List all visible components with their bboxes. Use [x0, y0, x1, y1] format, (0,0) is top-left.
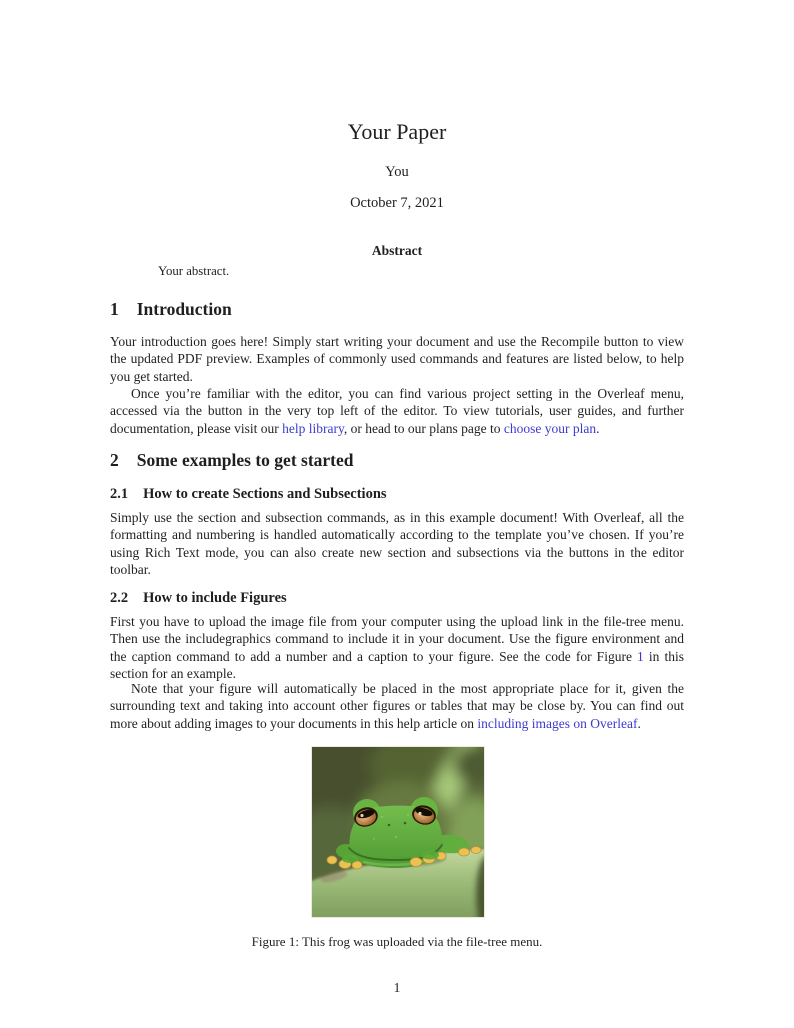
intro-paragraph-2	[110, 385, 684, 437]
section-number: 1	[110, 299, 119, 319]
page-title: Your Paper	[347, 119, 447, 144]
figure-caption: Figure 1: This frog was uploaded via the file-tree menu.	[251, 934, 543, 949]
subsection-2-1-heading	[110, 487, 684, 503]
figure-frog	[312, 747, 484, 917]
section-title: Some examples to get started	[136, 450, 354, 470]
subsection-title: How to create Sections and Subsections	[143, 486, 387, 502]
subsection-number: 2.1	[110, 486, 129, 502]
section-number: 2	[110, 450, 119, 470]
text-run: .	[596, 420, 600, 436]
section-2-heading	[110, 451, 684, 470]
text-run: Note that your figure will automatically be placed in the most appropriate place for it, given the surrounding text and taking into account other figures or tables that may be close by. You can find out more about adding images to your documents in this help article on	[110, 681, 684, 731]
help-library-link[interactable]: help library	[282, 420, 344, 436]
figure-1-ref-link[interactable]: 1	[637, 648, 644, 664]
abstract-heading: Abstract	[371, 243, 423, 258]
section-1-heading	[110, 300, 684, 319]
abstract-text: Your abstract.	[158, 264, 230, 278]
frog-image	[312, 747, 484, 917]
text-run: First you have to upload the image file from your computer using the upload link in the file-tree menu. Then use the includegraphics command to include it in your document. Use the figure environment and the caption command to add a number and a caption to your figure. See the code for Figure	[110, 614, 684, 664]
section-title: Introduction	[136, 299, 232, 319]
text-run: Once you’re familiar with the editor, you can find various project setting in the Overleaf menu, accessed via the button in the very top left of the editor. To view tutorials, user guides, and further documentation, please visit our	[110, 386, 684, 436]
figures-paragraph-1	[110, 613, 684, 682]
subsection-number: 2.2	[110, 590, 129, 606]
text-run: in this section for an example.	[110, 648, 684, 681]
author-name: You	[385, 164, 409, 180]
choose-your-plan-link[interactable]: choose your plan	[503, 420, 597, 436]
subsection-2-2-heading	[110, 591, 684, 607]
intro-paragraph-1: Your introduction goes here! Simply start writing your document and use the Recompile button to view the updated PDF preview. Examples of commonly used commands and features are listed below, to help you get started.	[110, 334, 684, 384]
text-run: , or head to our plans page to	[343, 420, 504, 436]
text-run: .	[637, 715, 641, 731]
page-number: 1	[393, 980, 401, 995]
subsection-2-1-paragraph: Simply use the section and subsection commands, as in this example document! With Overleaf, all the formatting and numbering is handled automatically according to the template you’ve chosen. If you’re using Rich Text mode, you can also create new section and subsections via the buttons in the editor toolbar.	[110, 510, 684, 577]
including-images-link[interactable]: including images on Overleaf	[477, 715, 638, 731]
paper-date: October 7, 2021	[350, 195, 444, 211]
subsection-title: How to include Figures	[143, 590, 287, 606]
figures-paragraph-2	[110, 680, 684, 732]
